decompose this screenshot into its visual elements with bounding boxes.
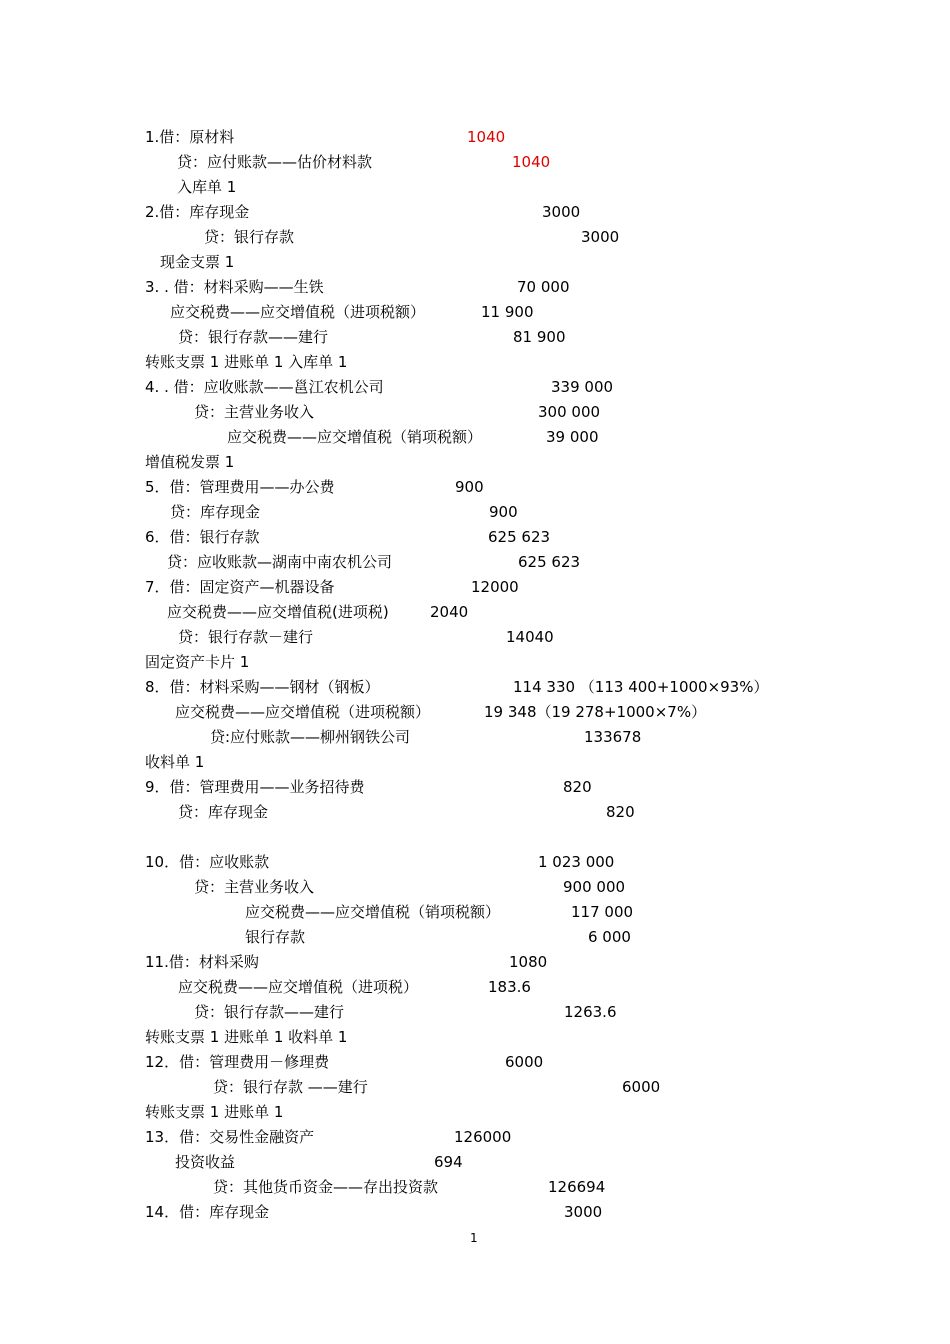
page-number: 1 [470, 1231, 478, 1245]
entry-line [0, 700, 950, 725]
entry-line [0, 650, 950, 675]
entry-text: 贷：银行存款 ——建行 [213, 1078, 368, 1096]
entry-text: 应交税费——应交增值税（销项税额） [227, 428, 483, 446]
entry-line [0, 175, 950, 200]
entry-line [0, 1150, 950, 1175]
entry-text: 转账支票 1 进账单 1 入库单 1 [145, 353, 348, 371]
entry-line [0, 950, 950, 975]
entry-amount: 183.6 [488, 978, 531, 996]
entry-amount: 300 000 [538, 403, 601, 421]
entry-text: 9．借：管理费用——业务招待费 [145, 778, 365, 796]
entry-amount: 1040 [512, 153, 551, 171]
entry-amount: 625 623 [518, 553, 581, 571]
entry-text: 4. . 借：应收账款——邕江农机公司 [145, 378, 384, 396]
entry-line [0, 900, 950, 925]
entry-text: 贷：库存现金 [170, 503, 261, 521]
entry-line [0, 1050, 950, 1075]
entry-line [0, 250, 950, 275]
entry-line [0, 1000, 950, 1025]
entry-amount: 6000 [505, 1053, 544, 1071]
entry-line [0, 350, 950, 375]
entry-line [0, 575, 950, 600]
entry-line [0, 975, 950, 1000]
entry-text: 应交税费——应交增值税（进项税） [178, 978, 419, 996]
entry-amount: 12000 [471, 578, 519, 596]
entry-amount: 81 900 [513, 328, 566, 346]
entry-amount: 1040 [467, 128, 506, 146]
entry-line [0, 275, 950, 300]
entry-amount: 6 000 [588, 928, 631, 946]
entry-text: 现金支票 1 [160, 253, 235, 271]
entry-line [0, 225, 950, 250]
entry-text: 转账支票 1 进账单 1 收料单 1 [145, 1028, 348, 1046]
entry-line [0, 400, 950, 425]
entry-text: 入库单 1 [177, 178, 237, 196]
entry-line [0, 775, 950, 800]
entry-text: 14．借：库存现金 [145, 1203, 270, 1221]
entry-text: 贷：应付账款——估价材料款 [177, 153, 373, 171]
entry-text: 贷：银行存款——建行 [194, 1003, 345, 1021]
entry-amount: 694 [434, 1153, 463, 1171]
entry-line [0, 600, 950, 625]
entry-line [0, 625, 950, 650]
entry-amount: 900 [489, 503, 518, 521]
entry-line [0, 875, 950, 900]
entry-line [0, 300, 950, 325]
entry-text: 固定资产卡片 1 [145, 653, 250, 671]
entry-line [0, 125, 950, 150]
entry-line [0, 925, 950, 950]
entry-line [0, 1125, 950, 1150]
entry-amount: 3000 [564, 1203, 603, 1221]
entry-text: 7．借：固定资产—机器设备 [145, 578, 335, 596]
entry-text: 收料单 1 [145, 753, 205, 771]
entry-line [0, 550, 950, 575]
entry-line [0, 800, 950, 825]
entry-amount: 900 000 [563, 878, 626, 896]
entry-amount: 114 330 （113 400+1000×93%） [513, 678, 769, 696]
entry-line [0, 525, 950, 550]
entry-text: 10．借：应收账款 [145, 853, 270, 871]
entry-line [0, 1200, 950, 1225]
entry-text: 贷：库存现金 [178, 803, 269, 821]
entry-text: 贷：银行存款 [204, 228, 295, 246]
entry-line [0, 675, 950, 700]
entry-amount: 39 000 [546, 428, 599, 446]
entry-text: 5．借：管理费用——办公费 [145, 478, 335, 496]
entry-line [0, 1025, 950, 1050]
entry-amount: 3000 [581, 228, 620, 246]
entry-amount: 6000 [622, 1078, 661, 1096]
entry-line [0, 500, 950, 525]
entry-text: 1.借：原材料 [145, 128, 235, 146]
entry-amount: 820 [563, 778, 592, 796]
entry-amount: 900 [455, 478, 484, 496]
entry-text: 贷：主营业务收入 [194, 403, 315, 421]
entry-amount: 11 900 [481, 303, 534, 321]
entry-text: 8．借：材料采购——钢材（钢板） [145, 678, 380, 696]
entry-text: 13．借：交易性金融资产 [145, 1128, 315, 1146]
entry-line [0, 375, 950, 400]
entry-text: 贷：应收账款—湖南中南农机公司 [167, 553, 393, 571]
entry-text: 应交税费——应交增值税(进项税) [167, 603, 389, 621]
entry-amount: 117 000 [571, 903, 634, 921]
entry-text: 2.借：库存现金 [145, 203, 250, 221]
entry-text: 银行存款 [245, 928, 306, 946]
entry-line [0, 1100, 950, 1125]
entry-line [0, 475, 950, 500]
entry-text: 贷：主营业务收入 [194, 878, 315, 896]
entry-amount: 126694 [548, 1178, 606, 1196]
entry-text: 6．借：银行存款 [145, 528, 260, 546]
entry-amount: 133678 [584, 728, 642, 746]
entry-text: 转账支票 1 进账单 1 [145, 1103, 284, 1121]
entry-line [0, 425, 950, 450]
entry-amount: 70 000 [517, 278, 570, 296]
entry-line [0, 750, 950, 775]
entry-text: 贷：银行存款－建行 [178, 628, 314, 646]
entry-amount: 14040 [506, 628, 554, 646]
entry-amount: 339 000 [551, 378, 614, 396]
entry-line [0, 1175, 950, 1200]
entry-amount: 19 348（19 278+1000×7%） [484, 703, 707, 721]
entry-amount: 1263.6 [564, 1003, 617, 1021]
entry-text: 贷：银行存款——建行 [178, 328, 329, 346]
entry-line [0, 150, 950, 175]
entry-line [0, 325, 950, 350]
entry-line [0, 1075, 950, 1100]
entry-text: 3. . 借：材料采购——生铁 [145, 278, 324, 296]
entry-text: 11.借：材料采购 [145, 953, 259, 971]
entry-line [0, 200, 950, 225]
entry-amount: 2040 [430, 603, 469, 621]
entry-text: 应交税费——应交增值税（进项税额） [170, 303, 426, 321]
entry-amount: 625 623 [488, 528, 551, 546]
entry-text: 贷:应付账款——柳州钢铁公司 [210, 728, 411, 746]
entry-amount: 820 [606, 803, 635, 821]
entry-amount: 1 023 000 [538, 853, 615, 871]
entry-text: 贷：其他货币资金——存出投资款 [213, 1178, 439, 1196]
entry-line [0, 850, 950, 875]
entry-text: 12．借：管理费用－修理费 [145, 1053, 330, 1071]
entry-text: 投资收益 [175, 1153, 236, 1171]
entry-amount: 1080 [509, 953, 548, 971]
entry-line [0, 725, 950, 750]
entry-text: 应交税费——应交增值税（进项税额） [175, 703, 431, 721]
entry-amount: 126000 [454, 1128, 512, 1146]
entry-amount: 3000 [542, 203, 581, 221]
entry-text: 增值税发票 1 [145, 453, 235, 471]
entry-text: 应交税费——应交增值税（销项税额） [245, 903, 501, 921]
entry-line [0, 450, 950, 475]
